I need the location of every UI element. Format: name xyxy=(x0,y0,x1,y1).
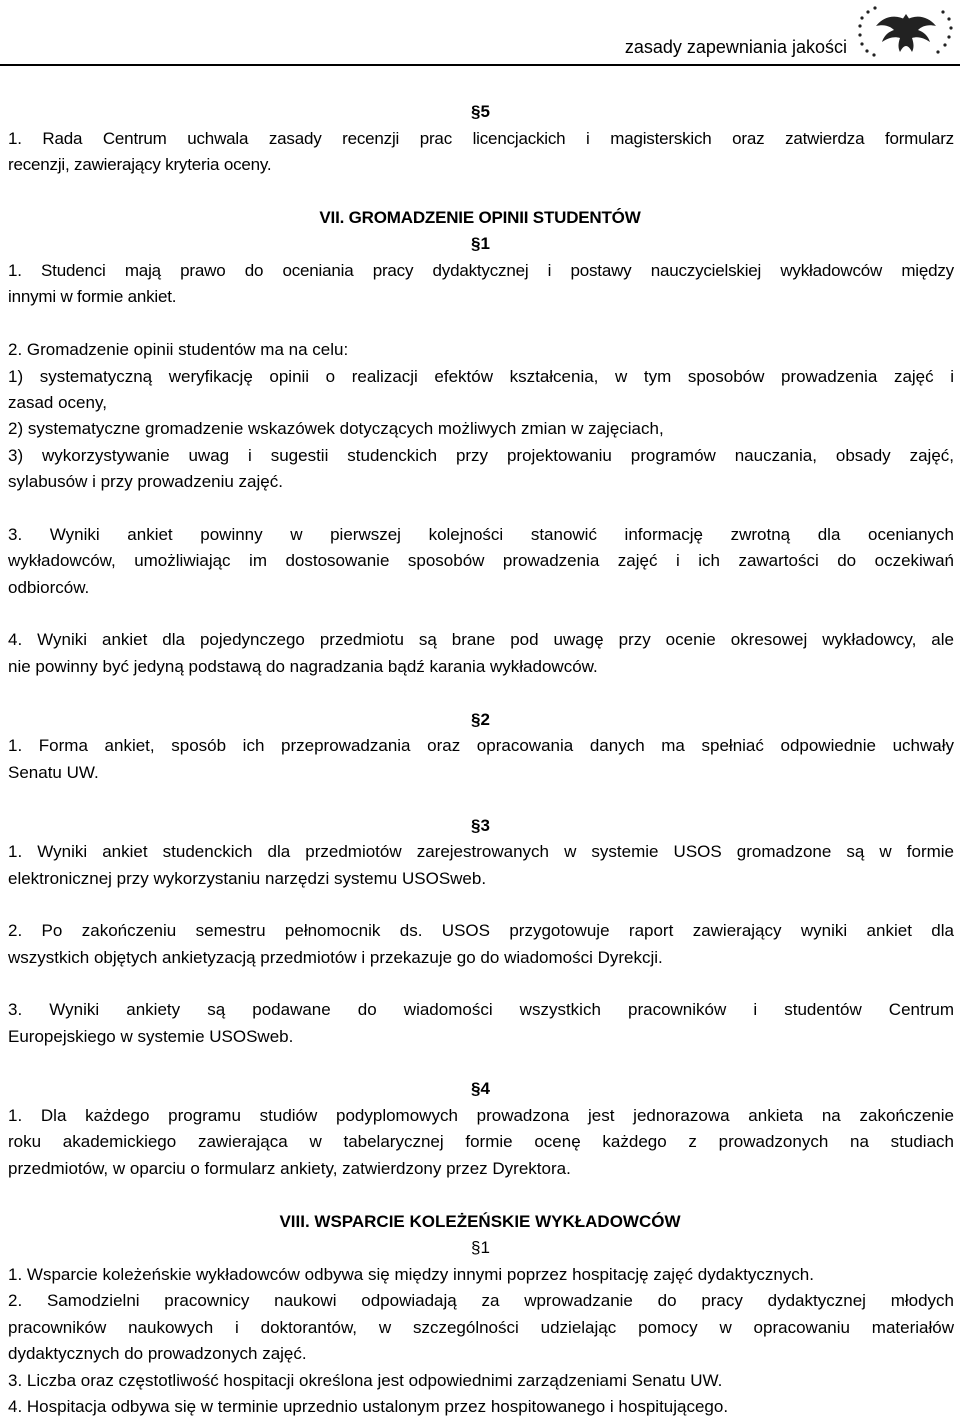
vii-s3-p1-line2: elektronicznej przy wykorzystaniu narzędzi systemu USOSweb. xyxy=(8,869,487,888)
viii-s1-p1: 1. Wsparcie koleżeńskie wykładowców odbywa się między innymi poprzez hospitację zajęć dydaktycznych. xyxy=(8,1265,814,1284)
viii-s1-heading: §1 xyxy=(471,1238,490,1257)
vii-s1-p3-line3: odbiorców. xyxy=(8,578,90,597)
vii-s1-p2-intro: 2. Gromadzenie opinii studentów ma na celu: xyxy=(8,340,349,359)
viii-s1-p4: 4. Hospitacja odbywa się w terminie uprzednio ustalonym przez hospitowanego i hospitującego. xyxy=(8,1397,729,1416)
eagle-seal-logo xyxy=(854,4,954,58)
vii-s1-p2-item3-line2: sylabusów i przy prowadzeniu zajęć. xyxy=(8,472,283,491)
vii-s1-p4-line1: 4. Wyniki ankiet dla pojedynczego przedmiotu są brane pod uwagę przy ocenie okresowej wykładowcy, ale xyxy=(8,630,954,649)
vii-s4-p1-line2: roku akademickiego zawierająca w tabelarycznej formie ocenę każdego z prowadzonych na studiach xyxy=(8,1132,954,1151)
vii-s1-p2-item1-line2: zasad oceny, xyxy=(8,393,107,412)
header-divider xyxy=(0,64,960,66)
vii-s3-p1-line1: 1. Wyniki ankiet studenckich dla przedmiotów zarejestrowanych w systemie USOS gromadzone są w formie xyxy=(8,842,954,861)
vii-s4-p1-line1: 1. Dla każdego programu studiów podyplomowych prowadzona jest jednorazowa ankieta na zakończenie xyxy=(8,1106,954,1125)
viii-s1-p2-line2: pracowników naukowych i doktorantów, w szczególności udzielając pomocy w opracowaniu materiałów xyxy=(8,1318,954,1337)
vii-s3-p3-line2: Europejskiego w systemie USOSweb. xyxy=(8,1027,294,1046)
vii-s1-p3-line1: 3. Wyniki ankiet powinny w pierwszej kolejności stanowić informację zwrotną dla ocenianych xyxy=(8,525,954,544)
vii-s2-p1-line1: 1. Forma ankiet, sposób ich przeprowadzania oraz opracowania danych ma spełniać odpowiednie uchwały xyxy=(8,736,954,755)
section-vii-title: VII. GROMADZENIE OPINII STUDENTÓW xyxy=(319,208,641,227)
viii-s1-p2-line1: 2. Samodzielni pracownicy naukowi odpowiadają za wprowadzanie do pracy dydaktycznej młodych xyxy=(8,1291,954,1310)
s5-p1-line2: recenzji, zawierający kryteria oceny. xyxy=(8,155,272,174)
header-title: zasady zapewniania jakości xyxy=(624,37,847,57)
vii-s1-p2-item2: 2) systematyczne gromadzenie wskazówek dotyczących możliwych zmian w zajęciach, xyxy=(8,419,664,438)
vii-s1-p2-item1-line1: 1) systematyczną weryfikację opinii o realizacji efektów kształcenia, w tym sposobów prowadzenia zajęć i xyxy=(8,367,954,386)
vii-s1-p2-item3-line1: 3) wykorzystywanie uwag i sugestii studenckich przy projektowaniu programów nauczania, obsady zajęć, xyxy=(8,446,954,465)
section-viii-title: VIII. WSPARCIE KOLEŻEŃSKIE WYKŁADOWCÓW xyxy=(279,1212,681,1231)
vii-s4-heading: §4 xyxy=(471,1079,490,1098)
vii-s2-p1-line2: Senatu UW. xyxy=(8,763,99,782)
viii-s1-p2-line3: dydaktycznych do prowadzonych zajęć. xyxy=(8,1344,307,1363)
vii-s1-p3-line2: wykładowców, umożliwiając im dostosowanie sposobów prowadzenia zajęć i ich zawartości do oczekiwań xyxy=(8,551,954,570)
vii-s4-p1-line3: przedmiotów, w oparciu o formularz ankiety, zatwierdzony przez Dyrektora. xyxy=(8,1159,571,1178)
vii-s1-heading: §1 xyxy=(471,234,490,253)
vii-s2-heading: §2 xyxy=(471,710,490,729)
vii-s1-p1-line2: innymi w formie ankiet. xyxy=(8,287,177,306)
vii-s3-p2-line2: wszystkich objętych ankietyzacją przedmiotów i przekazuje go do wiadomości Dyrekcji. xyxy=(8,948,663,967)
vii-s3-p3-line1: 3. Wyniki ankiety są podawane do wiadomości wszystkich pracowników i studentów Centrum xyxy=(8,1000,954,1019)
s5-p1-line1: 1. Rada Centrum uchwala zasady recenzji prac licencjackich i magisterskich oraz zatwierdza formularz xyxy=(8,129,954,148)
vii-s3-heading: §3 xyxy=(471,816,490,835)
vii-s1-p1-line1: 1. Studenci mają prawo do oceniania pracy dydaktycznej i postawy nauczycielskiej wykładowców między xyxy=(8,261,954,280)
section-heading-5: §5 xyxy=(471,102,490,121)
viii-s1-p3: 3. Liczba oraz częstotliwość hospitacji określona jest odpowiednimi zarządzeniami Senatu UW. xyxy=(8,1371,723,1390)
vii-s1-p4-line2: nie powinny być jedyną podstawą do nagradzania bądź karania wykładowców. xyxy=(8,657,598,676)
vii-s3-p2-line1: 2. Po zakończeniu semestru pełnomocnik ds. USOS przygotowuje raport zawierający wyniki ankiet dla xyxy=(8,921,954,940)
